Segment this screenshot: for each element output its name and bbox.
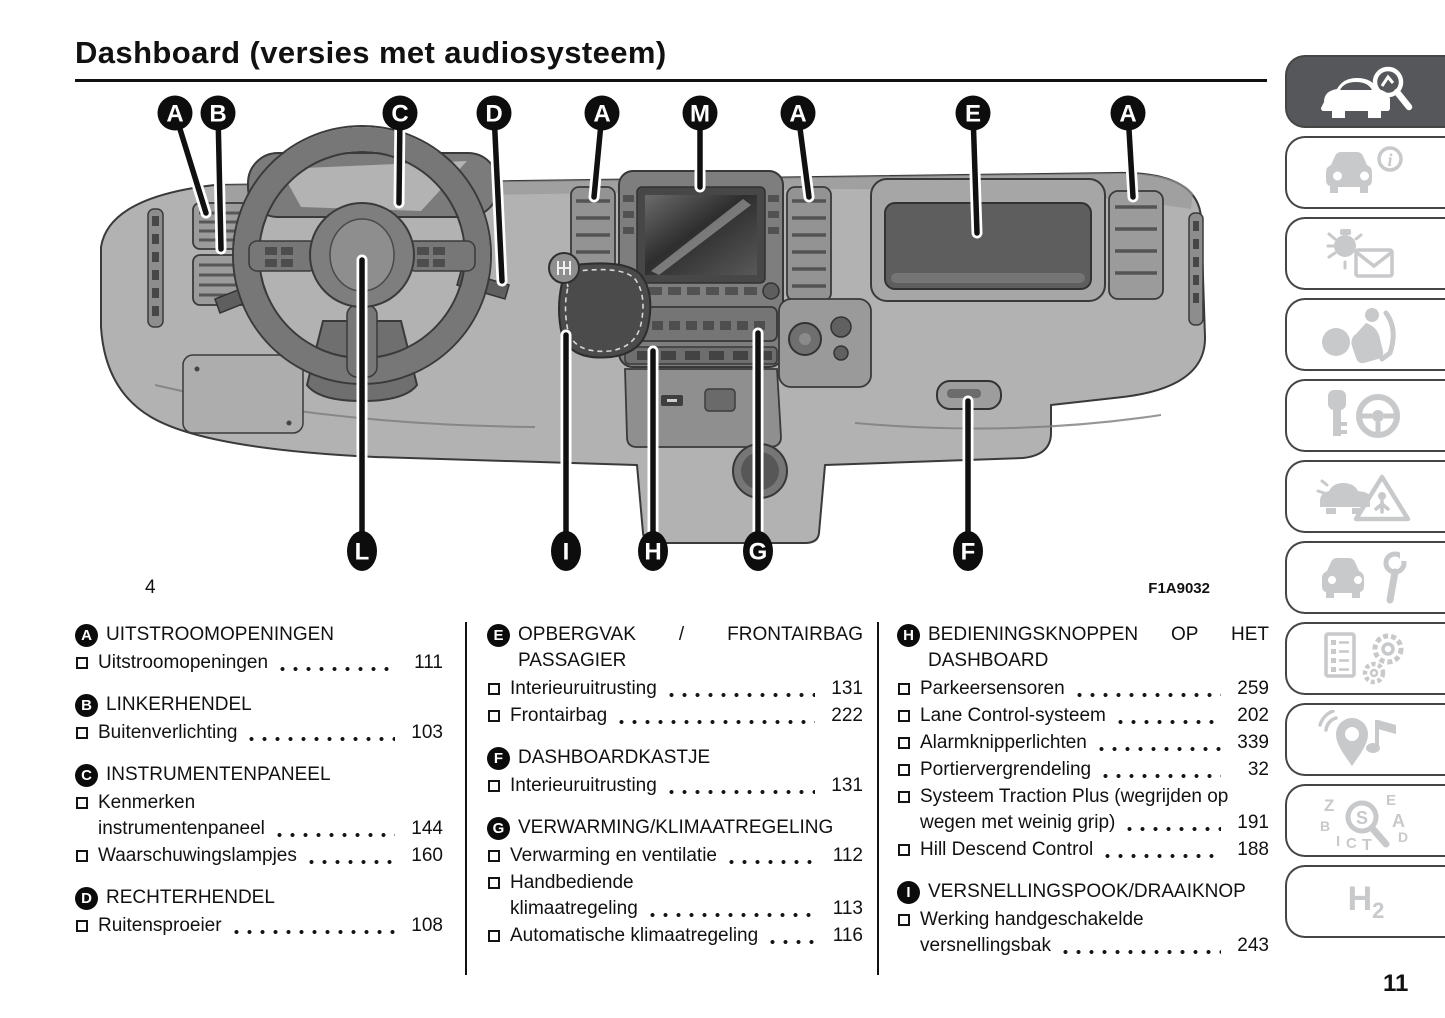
index-item: [487, 870, 863, 922]
index-item-label: Interieuruitrusting: [510, 775, 657, 796]
multimedia-icon: [1312, 710, 1420, 770]
index-item-page-ref: 131: [831, 678, 863, 699]
callout-letter-badge: C: [75, 764, 98, 787]
dot-leader: [273, 832, 395, 838]
index-item-page-ref: 188: [1237, 839, 1269, 860]
square-bullet-icon: [488, 850, 500, 862]
index-item-label-continued: instrumentenpaneel: [98, 818, 265, 839]
index-item: [75, 720, 443, 746]
square-bullet-icon: [898, 683, 910, 695]
car-wrench-icon: [1312, 548, 1420, 608]
index-item-page-ref: 339: [1237, 732, 1269, 753]
index-item-page-ref: 113: [832, 898, 863, 919]
figure-code: F1A9032: [1148, 580, 1210, 597]
index-item-label: Alarmknipperlichten: [920, 732, 1087, 753]
index-item-label: Automatische klimaatregeling: [510, 925, 759, 946]
left-defroster-vent: [148, 209, 163, 327]
square-bullet-icon: [76, 657, 88, 669]
index-section-heading: [75, 692, 443, 718]
index-item: [487, 923, 863, 949]
figure-number: 4: [145, 577, 156, 598]
index-section-title: INSTRUMENTENPANEEL: [106, 764, 331, 785]
callout-letter-badge: H: [897, 624, 920, 647]
index-section: [897, 879, 1269, 959]
svg-text:A: A: [166, 100, 184, 128]
svg-text:A: A: [789, 100, 807, 128]
dashboard-diagram: [65, 85, 1270, 605]
callout-letter-badge: G: [487, 817, 510, 840]
svg-text:F: F: [960, 538, 976, 566]
index-section-title: OPBERGVAK / FRONTAIRBAG PASSAGIER: [518, 624, 863, 671]
page-number: 11: [1383, 970, 1409, 997]
index-item-page-ref: 131: [831, 775, 863, 796]
dashboard-figure: [65, 85, 1270, 605]
page-title: Dashboard (versies met audiosysteem): [75, 35, 667, 70]
svg-text:E: E: [964, 100, 982, 128]
square-bullet-icon: [898, 791, 910, 803]
index-item-label: Werking handgeschakelde: [920, 909, 1144, 930]
index-item-label: Buitenverlichting: [98, 722, 238, 743]
square-bullet-icon: [488, 877, 500, 889]
index-section-heading: [487, 745, 863, 771]
index-item: [897, 907, 1269, 959]
index-item-label: Verwarming en ventilatie: [510, 845, 717, 866]
sidebar-tab-warning-lights-messages[interactable]: [1285, 217, 1445, 290]
index-section-heading: [75, 622, 443, 648]
index-section-heading: [487, 622, 863, 674]
index-item-page-ref: 103: [411, 722, 443, 743]
alphabetical-index-icon: [1312, 791, 1420, 851]
index-item-label: Systeem Traction Plus (wegrijden op: [920, 786, 1229, 807]
square-bullet-icon: [898, 710, 910, 722]
square-bullet-icon: [898, 844, 910, 856]
index-column: [465, 622, 877, 975]
chapter-tab-sidebar: [1285, 55, 1445, 946]
dot-leader: [725, 859, 815, 865]
index-item: [897, 784, 1269, 836]
index-item-page-ref: 191: [1237, 812, 1269, 833]
index-item-page-ref: 243: [1237, 935, 1269, 956]
h2-icon: $H_2$: [1347, 879, 1385, 923]
svg-text:G: G: [748, 538, 768, 566]
index-item-label-continued: wegen met weinig grip): [920, 812, 1116, 833]
index-section-heading: [897, 622, 1269, 674]
index-item-page-ref: 32: [1247, 759, 1269, 780]
square-bullet-icon: [488, 780, 500, 792]
index-section-heading: [897, 879, 1269, 905]
dot-leader: [615, 719, 815, 725]
sidebar-tab-vehicle-overview[interactable]: [1285, 55, 1445, 128]
sidebar-tab-h2[interactable]: [1285, 865, 1445, 938]
callout-letter-badge: I: [897, 881, 920, 904]
index-item: [487, 843, 863, 869]
index-section-title: RECHTERHENDEL: [106, 887, 275, 908]
index-item: [897, 757, 1269, 783]
dot-leader: [1101, 853, 1221, 859]
dot-leader: [1099, 773, 1221, 779]
square-bullet-icon: [76, 920, 88, 932]
index-section-title: LINKERHENDEL: [106, 694, 252, 715]
svg-text:D: D: [485, 100, 503, 128]
index-section-title: UITSTROOMOPENINGEN: [106, 624, 335, 645]
dot-leader: [665, 789, 815, 795]
passenger-storage: [871, 179, 1105, 301]
index-item-label: Frontairbag: [510, 705, 608, 726]
index-item: [75, 843, 443, 869]
svg-text:I: I: [562, 538, 570, 566]
index-section-title: BEDIENINGSKNOPPEN OP HET DASHBOARD: [928, 624, 1269, 671]
index-section-title: DASHBOARDKASTJE: [518, 747, 711, 768]
index-item: [75, 790, 443, 842]
sidebar-tab-safety-airbag[interactable]: [1285, 298, 1445, 371]
index-item: [487, 773, 863, 799]
page-header: [75, 36, 1267, 82]
index-item-label-continued: versnellingsbak: [920, 935, 1051, 956]
light-mail-icon: [1312, 224, 1420, 284]
index-section-heading: [75, 762, 443, 788]
sidebar-tab-multimedia[interactable]: [1285, 703, 1445, 776]
svg-text:B: B: [209, 100, 227, 128]
square-bullet-icon: [76, 797, 88, 809]
index-section: [487, 622, 863, 729]
index-item-label: Handbediende: [510, 872, 634, 893]
callout-letter-badge: A: [75, 624, 98, 647]
index-section: [75, 622, 443, 676]
callout-letter-badge: F: [487, 747, 510, 770]
index-item-page-ref: 111: [414, 652, 443, 673]
index-item-page-ref: 144: [411, 818, 443, 839]
index-item: [75, 650, 443, 676]
index-item-page-ref: 222: [831, 705, 863, 726]
square-bullet-icon: [898, 764, 910, 776]
sidebar-tab-service-maintenance[interactable]: [1285, 541, 1445, 614]
square-bullet-icon: [76, 850, 88, 862]
index-item-label: Kenmerken: [98, 792, 196, 813]
index-item-label: Portiervergrendeling: [920, 759, 1092, 780]
index-item-page-ref: 259: [1237, 678, 1269, 699]
index-item-page-ref: 108: [411, 915, 443, 936]
svg-text:A: A: [1119, 100, 1137, 128]
index-item: [897, 837, 1269, 863]
index-item-label: Uitstroomopeningen: [98, 652, 269, 673]
sidebar-tab-starting-driving[interactable]: [1285, 379, 1445, 452]
callout-letter-badge: D: [75, 887, 98, 910]
sidebar-tab-alphabetical-index[interactable]: [1285, 784, 1445, 857]
sidebar-tab-technical-data[interactable]: [1285, 622, 1445, 695]
index-item: [487, 703, 863, 729]
index-item: [897, 676, 1269, 702]
car-search-icon: [1312, 62, 1420, 122]
dot-leader: [766, 939, 815, 945]
index-section: [897, 622, 1269, 863]
index-item-page-ref: 112: [832, 845, 863, 866]
index-columns: [75, 622, 1269, 975]
index-column: [877, 622, 1269, 975]
right-switch-cluster: [779, 299, 871, 387]
index-section: [487, 815, 863, 949]
car-info-icon: [1312, 143, 1420, 203]
square-bullet-icon: [898, 914, 910, 926]
index-item-page-ref: 116: [832, 925, 863, 946]
square-bullet-icon: [488, 710, 500, 722]
breakdown-triangle-icon: [1312, 467, 1420, 527]
index-section: [487, 745, 863, 799]
index-item-label-continued: klimaatregeling: [510, 898, 638, 919]
dot-leader: [1095, 746, 1221, 752]
index-item-label: Ruitensproeier: [98, 915, 222, 936]
callout-letter-badge: B: [75, 694, 98, 717]
square-bullet-icon: [898, 737, 910, 749]
index-item-label: Hill Descend Control: [920, 839, 1094, 860]
square-bullet-icon: [488, 683, 500, 695]
key-steering-icon: [1312, 386, 1420, 446]
index-section: [75, 692, 443, 746]
dot-leader: [1059, 949, 1221, 955]
index-item: [75, 913, 443, 939]
dot-leader: [305, 859, 395, 865]
dot-leader: [245, 736, 395, 742]
index-section-title: VERSNELLINGSPOOK/DRAAIKNOP: [928, 881, 1246, 902]
index-section-heading: [487, 815, 863, 841]
index-item-label: Lane Control-systeem: [920, 705, 1106, 726]
index-item: [897, 730, 1269, 756]
svg-text:A: A: [593, 100, 611, 128]
driver-knee-panel: [183, 355, 303, 433]
index-item-label: Parkeersensoren: [920, 678, 1065, 699]
svg-text:L: L: [354, 538, 370, 566]
square-bullet-icon: [488, 930, 500, 942]
dot-leader: [1114, 719, 1221, 725]
dot-leader: [276, 666, 395, 672]
index-section-title: VERWARMING/KLIMAATREGELING: [518, 817, 834, 838]
svg-text:C: C: [391, 100, 409, 128]
square-bullet-icon: [76, 727, 88, 739]
svg-text:M: M: [690, 100, 710, 128]
index-item: [487, 676, 863, 702]
index-item-page-ref: 202: [1237, 705, 1269, 726]
index-section: [75, 762, 443, 869]
index-item-page-ref: 160: [411, 845, 443, 866]
index-section-heading: [75, 885, 443, 911]
dot-leader: [1073, 692, 1221, 698]
dot-leader: [665, 692, 815, 698]
index-section: [75, 885, 443, 939]
dot-leader: [230, 929, 395, 935]
index-column: [75, 622, 465, 975]
svg-text:H: H: [644, 538, 662, 566]
dot-leader: [646, 912, 815, 918]
airbag-icon: [1312, 305, 1420, 365]
index-item-label: Interieuruitrusting: [510, 678, 657, 699]
sidebar-tab-vehicle-info[interactable]: [1285, 136, 1445, 209]
list-gears-icon: [1312, 629, 1420, 689]
index-item-label: Waarschuwingslampjes: [98, 845, 297, 866]
callout-letter-badge: E: [487, 624, 510, 647]
dot-leader: [1123, 826, 1221, 832]
sidebar-tab-in-emergency[interactable]: [1285, 460, 1445, 533]
index-item: [897, 703, 1269, 729]
